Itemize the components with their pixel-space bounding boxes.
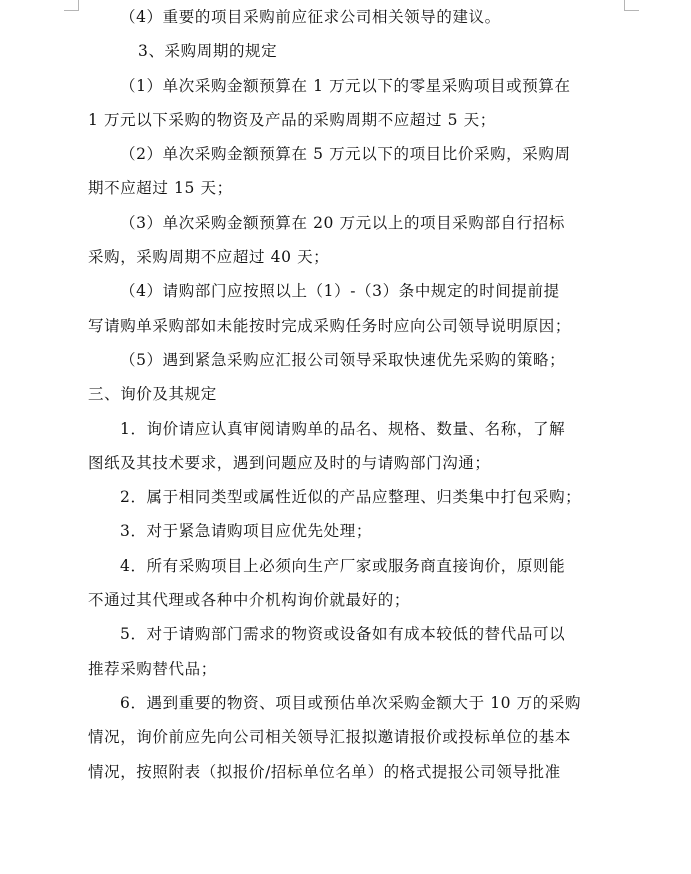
text-line: 5．对于请购部门需求的物资或设备如有成本较低的替代品可以 <box>120 625 566 644</box>
text-line: 3．对于紧急请购项目应优先处理； <box>120 522 372 541</box>
text-line: （4）重要的项目采购前应征求公司相关领导的建议。 <box>120 8 501 26</box>
text-line: 图纸及其技术要求，遇到问题应及时的与请购部门沟通； <box>88 453 491 472</box>
text-line: 情况，按照附表（拟报价/招标单位名单）的格式提报公司领导批准 <box>88 762 561 781</box>
text-line: 4．所有采购项目上必须向生产厂家或服务商直接询价，原则能 <box>120 556 566 575</box>
text-line: 2．属于相同类型或属性近似的产品应整理、归类集中打包采购； <box>120 488 582 507</box>
text-line: 不通过其代理或各种中介机构询价就最好的； <box>88 591 411 610</box>
text-line: （5）遇到紧急采购应汇报公司领导采取快速优先采购的策略； <box>120 350 566 369</box>
text-line: 采购，采购周期不应超过 40 天； <box>88 248 330 267</box>
text-line: 期不应超过 15 天； <box>88 179 233 198</box>
text-line: 1 万元以下采购的物资及产品的采购周期不应超过 5 天； <box>88 110 496 129</box>
text-line: 推荐采购替代品； <box>88 659 217 678</box>
section-heading: 3、采购周期的规定 <box>138 42 278 61</box>
text-line: 1．询价请应认真审阅请购单的品名、规格、数量、名称，了解 <box>120 419 566 438</box>
text-line: （4）请购部门应按照以上（1）-（3）条中规定的时间提前提 <box>120 282 560 301</box>
document-body <box>88 0 628 789</box>
text-line: 写请购单采购部如未能按时完成采购任务时应向公司领导说明原因； <box>88 316 572 335</box>
text-line: 6．遇到重要的物资、项目或预估单次采购金额大于 10 万的采购 <box>120 693 582 712</box>
text-line: （3）单次采购金额预算在 20 万元以上的项目采购部自行招标 <box>120 213 565 232</box>
section-heading: 三、询价及其规定 <box>88 385 217 404</box>
text-line: （2）单次采购金额预算在 5 万元以下的项目比价采购，采购周 <box>120 145 571 164</box>
text-line: （1）单次采购金额预算在 1 万元以下的零星采购项目或预算在 <box>120 76 571 95</box>
text-line: 情况，询价前应先向公司相关领导汇报拟邀请报价或投标单位的基本 <box>88 728 572 747</box>
page-corner-mark-left <box>64 0 79 11</box>
